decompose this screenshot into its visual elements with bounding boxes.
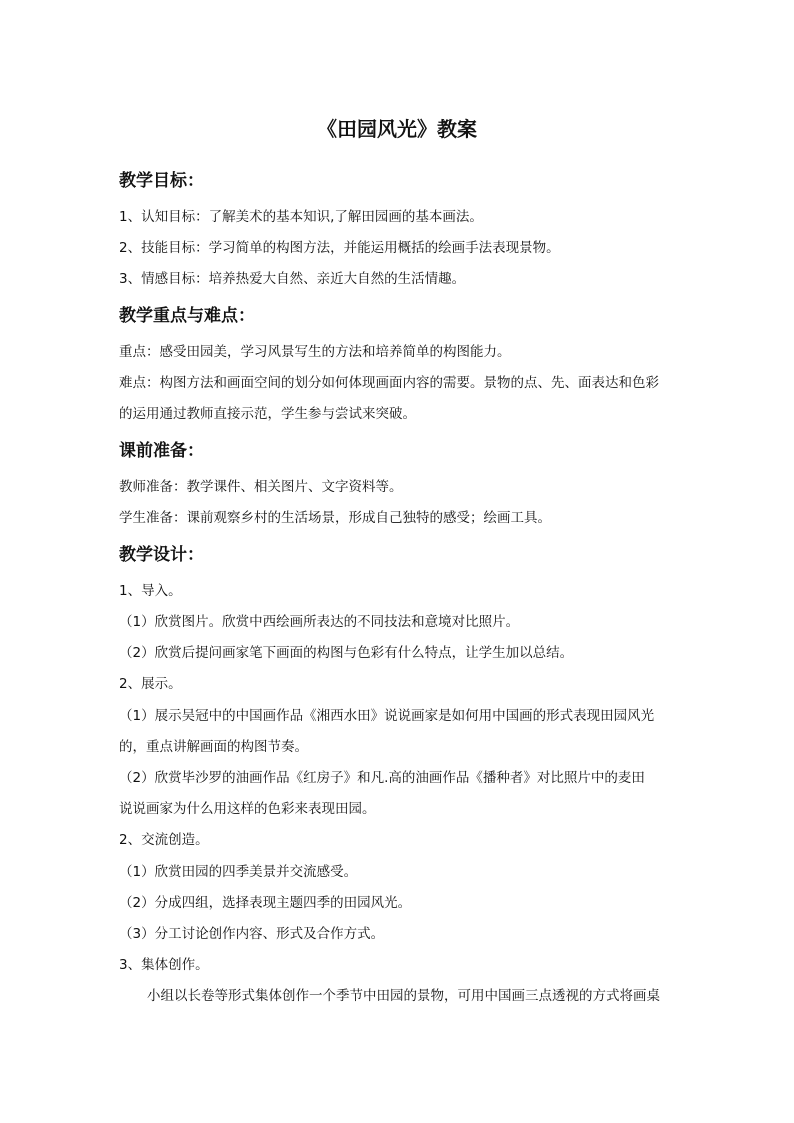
design-line-10: （1）欣赏田园的四季美景并交流感受。 — [119, 864, 358, 880]
design-line-2: （1）欣赏图片。欣赏中西绘画所表达的不同技法和意境对比照片。 — [119, 614, 520, 630]
heading-goals: 教学目标： — [119, 171, 204, 191]
heading-design: 教学设计： — [119, 545, 204, 565]
document-title: 《田园风光》教案 — [317, 117, 477, 141]
design-line-9: 2、交流创造。 — [119, 832, 209, 848]
keypoint-3: 的运用通过教师直接示范，学生参与尝试来突破。 — [119, 406, 416, 422]
design-line-12: （3）分工讨论创作内容、形式及合作方式。 — [119, 926, 385, 942]
prep-1: 教师准备：教学课件、相关图片、文字资料等。 — [119, 479, 403, 495]
design-line-8: 说说画家为什么用这样的色彩来表现田园。 — [119, 801, 376, 817]
keypoint-2: 难点：构图方法和画面空间的划分如何体现画面内容的需要。景物的点、先、面表达和色彩 — [119, 375, 659, 391]
heading-prep: 课前准备： — [119, 441, 204, 461]
design-line-4: 2、展示。 — [119, 676, 182, 692]
design-line-6: 的，重点讲解画面的构图节奏。 — [119, 739, 308, 755]
design-line-14: 小组以长卷等形式集体创作一个季节中田园的景物，可用中国画三点透视的方式将画桌 — [147, 988, 660, 1004]
goal-3: 3、情感目标：培养热爱大自然、亲近大自然的生活情趣。 — [119, 271, 466, 287]
design-line-13: 3、集体创作。 — [119, 957, 209, 973]
design-line-7: （2）欣赏毕沙罗的油画作品《红房子》和凡.高的油画作品《播种者》对比照片中的麦田 — [119, 770, 645, 786]
heading-keypoints: 教学重点与难点： — [119, 306, 255, 326]
design-line-11: （2）分成四组，选择表现主题四季的田园风光。 — [119, 895, 412, 911]
design-line-1: 1、导入。 — [119, 583, 182, 599]
goal-2: 2、技能目标：学习简单的构图方法，并能运用概括的绘画手法表现景物。 — [119, 240, 560, 256]
goal-1: 1、认知目标：了解美术的基本知识,了解田园画的基本画法。 — [119, 209, 483, 225]
design-line-5: （1）展示吴冠中的中国画作品《湘西水田》说说画家是如何用中国画的形式表现田园风光 — [119, 708, 655, 724]
design-line-3: （2）欣赏后提问画家笔下画面的构图与色彩有什么特点，让学生加以总结。 — [119, 645, 574, 661]
prep-2: 学生准备：课前观察乡村的生活场景，形成自己独特的感受；绘画工具。 — [119, 510, 551, 526]
keypoint-1: 重点：感受田园美，学习风景写生的方法和培养简单的构图能力。 — [119, 344, 511, 360]
